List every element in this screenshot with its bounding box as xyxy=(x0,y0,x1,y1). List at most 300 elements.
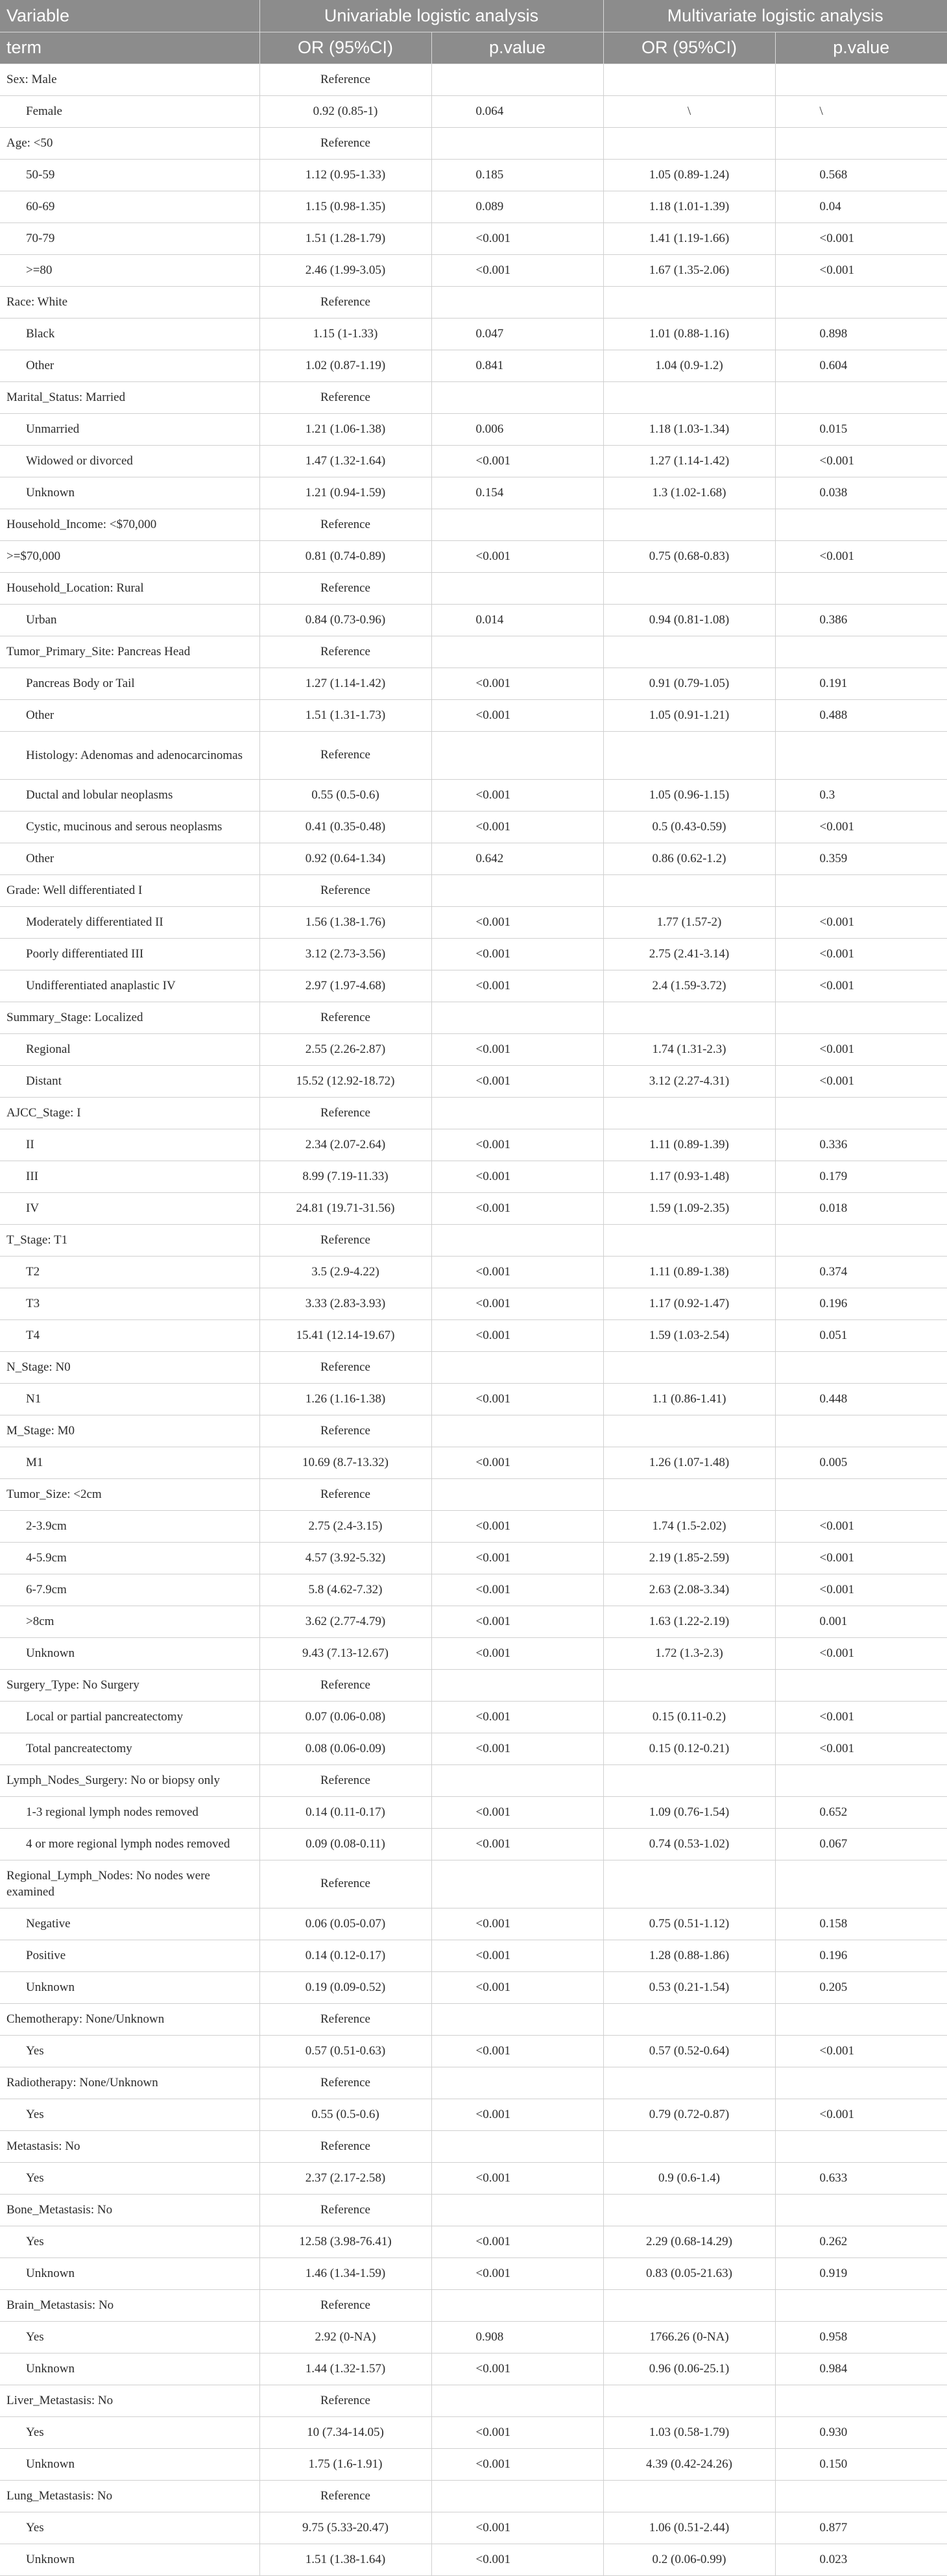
p-uni-cell: 0.014 xyxy=(431,604,603,636)
or-multi-cell xyxy=(603,731,775,779)
p-multi-cell xyxy=(775,874,947,906)
p-uni-cell: <0.001 xyxy=(431,1733,603,1764)
or-uni-cell: 10 (7.34-14.05) xyxy=(259,2416,431,2448)
table-row xyxy=(0,938,947,970)
table-row xyxy=(0,540,947,572)
or-uni-cell: 15.41 (12.14-19.67) xyxy=(259,1319,431,1351)
table-body xyxy=(0,64,947,2575)
or-multi-cell xyxy=(603,1097,775,1129)
or-uni-cell: 0.19 (0.09-0.52) xyxy=(259,1971,431,2003)
p-multi-cell xyxy=(775,381,947,413)
table-row xyxy=(0,1796,947,1828)
term-cell: Unknown xyxy=(0,477,259,509)
p-multi-cell: <0.001 xyxy=(775,2099,947,2130)
p-uni-cell: <0.001 xyxy=(431,1129,603,1161)
term-cell: Black xyxy=(0,318,259,350)
or-multi-cell: \ xyxy=(603,95,775,127)
table-row xyxy=(0,223,947,254)
p-multi-cell xyxy=(775,1860,947,1908)
p-multi-cell xyxy=(775,1097,947,1129)
term-cell: Yes xyxy=(0,2321,259,2353)
table-row xyxy=(0,2321,947,2353)
p-multi-cell: 0.604 xyxy=(775,350,947,381)
p-uni-cell xyxy=(431,1669,603,1701)
table-row xyxy=(0,604,947,636)
or-uni-cell: Reference xyxy=(259,1097,431,1129)
p-uni-cell xyxy=(431,1478,603,1510)
or-uni-cell: 0.41 (0.35-0.48) xyxy=(259,811,431,843)
or-multi-cell: 1.26 (1.07-1.48) xyxy=(603,1447,775,1478)
table-row xyxy=(0,731,947,779)
p-multi-cell: 0.051 xyxy=(775,1319,947,1351)
or-multi-cell: 0.74 (0.53-1.02) xyxy=(603,1828,775,1860)
p-multi-cell: <0.001 xyxy=(775,445,947,477)
term-cell: Yes xyxy=(0,2226,259,2257)
or-uni-cell: 0.14 (0.11-0.17) xyxy=(259,1796,431,1828)
table-row xyxy=(0,1637,947,1669)
p-multi-cell xyxy=(775,64,947,95)
p-uni-cell: 0.006 xyxy=(431,413,603,445)
or-uni-cell: Reference xyxy=(259,2480,431,2512)
p-uni-cell: <0.001 xyxy=(431,1065,603,1097)
or-uni-cell: 3.12 (2.73-3.56) xyxy=(259,938,431,970)
table-row xyxy=(0,2226,947,2257)
term-cell: Grade: Well differentiated I xyxy=(0,874,259,906)
or-uni-cell: 5.8 (4.62-7.32) xyxy=(259,1574,431,1606)
p-uni-cell: 0.047 xyxy=(431,318,603,350)
p-uni-cell xyxy=(431,874,603,906)
p-uni-cell: <0.001 xyxy=(431,2353,603,2385)
or-multi-cell: 0.79 (0.72-0.87) xyxy=(603,2099,775,2130)
or-multi-cell xyxy=(603,1860,775,1908)
table-row xyxy=(0,2035,947,2067)
table-row xyxy=(0,127,947,159)
or-uni-cell: 24.81 (19.71-31.56) xyxy=(259,1192,431,1224)
table-row xyxy=(0,2162,947,2194)
p-multi-cell xyxy=(775,1351,947,1383)
or-uni-cell: Reference xyxy=(259,572,431,604)
table-row xyxy=(0,318,947,350)
p-uni-cell: <0.001 xyxy=(431,1033,603,1065)
term-cell: AJCC_Stage: I xyxy=(0,1097,259,1129)
or-uni-cell: Reference xyxy=(259,731,431,779)
or-uni-cell: 2.46 (1.99-3.05) xyxy=(259,254,431,286)
or-multi-cell: 0.96 (0.06-25.1) xyxy=(603,2353,775,2385)
or-multi-cell xyxy=(603,286,775,318)
or-uni-cell: Reference xyxy=(259,1860,431,1908)
table-row xyxy=(0,159,947,191)
or-uni-cell: 2.34 (2.07-2.64) xyxy=(259,1129,431,1161)
term-cell: Moderately differentiated II xyxy=(0,906,259,938)
header-or-multi: OR (95%CI) xyxy=(603,32,775,64)
or-multi-cell: 3.12 (2.27-4.31) xyxy=(603,1065,775,1097)
table-row xyxy=(0,1478,947,1510)
or-multi-cell: 1.05 (0.96-1.15) xyxy=(603,779,775,811)
or-multi-cell xyxy=(603,2067,775,2099)
p-multi-cell: 0.150 xyxy=(775,2448,947,2480)
table-row xyxy=(0,1908,947,1940)
term-cell: Lung_Metastasis: No xyxy=(0,2480,259,2512)
p-uni-cell: <0.001 xyxy=(431,1288,603,1319)
table-row xyxy=(0,970,947,1002)
p-uni-cell: <0.001 xyxy=(431,1542,603,1574)
or-multi-cell: 1.05 (0.89-1.24) xyxy=(603,159,775,191)
term-cell: Negative xyxy=(0,1908,259,1940)
table-row xyxy=(0,1192,947,1224)
p-uni-cell: <0.001 xyxy=(431,938,603,970)
or-multi-cell: 1.01 (0.88-1.16) xyxy=(603,318,775,350)
or-multi-cell xyxy=(603,2130,775,2162)
term-cell: Unknown xyxy=(0,2544,259,2575)
p-multi-cell xyxy=(775,2289,947,2321)
p-uni-cell xyxy=(431,1351,603,1383)
p-multi-cell: 0.336 xyxy=(775,1129,947,1161)
or-multi-cell: 0.15 (0.12-0.21) xyxy=(603,1733,775,1764)
term-cell: >=$70,000 xyxy=(0,540,259,572)
or-uni-cell: Reference xyxy=(259,2067,431,2099)
term-cell: T4 xyxy=(0,1319,259,1351)
p-uni-cell: <0.001 xyxy=(431,254,603,286)
p-multi-cell: 0.191 xyxy=(775,668,947,699)
or-uni-cell: 0.55 (0.5-0.6) xyxy=(259,2099,431,2130)
term-cell: Pancreas Body or Tail xyxy=(0,668,259,699)
or-uni-cell: Reference xyxy=(259,636,431,668)
or-uni-cell: 10.69 (8.7-13.32) xyxy=(259,1447,431,1478)
term-cell: Other xyxy=(0,350,259,381)
p-uni-cell: <0.001 xyxy=(431,1161,603,1192)
or-multi-cell: 0.91 (0.79-1.05) xyxy=(603,668,775,699)
term-cell: 4 or more regional lymph nodes removed xyxy=(0,1828,259,1860)
table-row xyxy=(0,254,947,286)
p-uni-cell xyxy=(431,572,603,604)
or-uni-cell: 1.27 (1.14-1.42) xyxy=(259,668,431,699)
term-cell: Yes xyxy=(0,2162,259,2194)
p-uni-cell xyxy=(431,636,603,668)
term-cell: II xyxy=(0,1129,259,1161)
p-multi-cell: <0.001 xyxy=(775,970,947,1002)
term-cell: 1-3 regional lymph nodes removed xyxy=(0,1796,259,1828)
or-multi-cell xyxy=(603,572,775,604)
term-cell: N1 xyxy=(0,1383,259,1415)
term-cell: Other xyxy=(0,843,259,874)
header-row-groups xyxy=(0,0,947,32)
or-uni-cell: 2.37 (2.17-2.58) xyxy=(259,2162,431,2194)
or-multi-cell xyxy=(603,1478,775,1510)
term-cell: Unknown xyxy=(0,1637,259,1669)
table-row xyxy=(0,874,947,906)
or-multi-cell: 1.3 (1.02-1.68) xyxy=(603,477,775,509)
or-multi-cell: 0.75 (0.68-0.83) xyxy=(603,540,775,572)
or-uni-cell: 1.75 (1.6-1.91) xyxy=(259,2448,431,2480)
p-uni-cell: <0.001 xyxy=(431,2226,603,2257)
or-multi-cell xyxy=(603,2194,775,2226)
or-multi-cell: 2.29 (0.68-14.29) xyxy=(603,2226,775,2257)
p-multi-cell: <0.001 xyxy=(775,1701,947,1733)
term-cell: Age: <50 xyxy=(0,127,259,159)
table-row xyxy=(0,668,947,699)
term-cell: 60-69 xyxy=(0,191,259,223)
p-multi-cell: 0.196 xyxy=(775,1940,947,1971)
or-multi-cell: 1.05 (0.91-1.21) xyxy=(603,699,775,731)
header-p-uni: p.value xyxy=(431,32,603,64)
p-uni-cell: <0.001 xyxy=(431,1510,603,1542)
term-cell: M_Stage: M0 xyxy=(0,1415,259,1447)
p-uni-cell xyxy=(431,731,603,779)
table-row xyxy=(0,1065,947,1097)
p-multi-cell xyxy=(775,636,947,668)
or-uni-cell: Reference xyxy=(259,1478,431,1510)
or-uni-cell: 0.06 (0.05-0.07) xyxy=(259,1908,431,1940)
or-multi-cell: 2.4 (1.59-3.72) xyxy=(603,970,775,1002)
p-uni-cell xyxy=(431,509,603,540)
or-multi-cell: 2.19 (1.85-2.59) xyxy=(603,1542,775,1574)
table-row xyxy=(0,1764,947,1796)
or-uni-cell: Reference xyxy=(259,286,431,318)
or-uni-cell: 1.51 (1.28-1.79) xyxy=(259,223,431,254)
or-uni-cell: Reference xyxy=(259,1669,431,1701)
or-uni-cell: 3.62 (2.77-4.79) xyxy=(259,1606,431,1637)
table-row xyxy=(0,2099,947,2130)
p-multi-cell: 0.015 xyxy=(775,413,947,445)
p-uni-cell: <0.001 xyxy=(431,540,603,572)
or-multi-cell: 0.2 (0.06-0.99) xyxy=(603,2544,775,2575)
or-multi-cell xyxy=(603,636,775,668)
term-cell: Household_Income: <$70,000 xyxy=(0,509,259,540)
p-multi-cell xyxy=(775,1415,947,1447)
or-uni-cell: 1.46 (1.34-1.59) xyxy=(259,2257,431,2289)
term-cell: IV xyxy=(0,1192,259,1224)
or-multi-cell: 1.09 (0.76-1.54) xyxy=(603,1796,775,1828)
or-multi-cell: 1.18 (1.03-1.34) xyxy=(603,413,775,445)
or-multi-cell: 1.74 (1.31-2.3) xyxy=(603,1033,775,1065)
p-uni-cell: <0.001 xyxy=(431,445,603,477)
term-cell: T3 xyxy=(0,1288,259,1319)
or-uni-cell: 1.02 (0.87-1.19) xyxy=(259,350,431,381)
term-cell: Urban xyxy=(0,604,259,636)
term-cell: Unknown xyxy=(0,2353,259,2385)
term-cell: Undifferentiated anaplastic IV xyxy=(0,970,259,1002)
term-cell: Tumor_Size: <2cm xyxy=(0,1478,259,1510)
p-uni-cell: <0.001 xyxy=(431,223,603,254)
or-uni-cell: 3.5 (2.9-4.22) xyxy=(259,1256,431,1288)
or-multi-cell: 1.11 (0.89-1.38) xyxy=(603,1256,775,1288)
table-row xyxy=(0,2385,947,2416)
or-multi-cell xyxy=(603,1351,775,1383)
p-multi-cell: 0.488 xyxy=(775,699,947,731)
p-multi-cell: 0.179 xyxy=(775,1161,947,1192)
term-cell: Yes xyxy=(0,2099,259,2130)
p-uni-cell xyxy=(431,64,603,95)
table-row xyxy=(0,2257,947,2289)
p-uni-cell: <0.001 xyxy=(431,2448,603,2480)
or-multi-cell: 1766.26 (0-NA) xyxy=(603,2321,775,2353)
or-uni-cell: 0.84 (0.73-0.96) xyxy=(259,604,431,636)
table-row xyxy=(0,2289,947,2321)
p-multi-cell: 0.158 xyxy=(775,1908,947,1940)
p-multi-cell: 0.448 xyxy=(775,1383,947,1415)
p-uni-cell: <0.001 xyxy=(431,1940,603,1971)
or-uni-cell: 1.15 (0.98-1.35) xyxy=(259,191,431,223)
p-uni-cell: <0.001 xyxy=(431,1796,603,1828)
p-uni-cell xyxy=(431,127,603,159)
p-multi-cell xyxy=(775,2067,947,2099)
p-multi-cell: <0.001 xyxy=(775,254,947,286)
p-multi-cell: <0.001 xyxy=(775,938,947,970)
p-uni-cell: <0.001 xyxy=(431,2162,603,2194)
p-multi-cell: 0.023 xyxy=(775,2544,947,2575)
p-multi-cell: 0.3 xyxy=(775,779,947,811)
p-multi-cell: 0.919 xyxy=(775,2257,947,2289)
or-multi-cell: 1.18 (1.01-1.39) xyxy=(603,191,775,223)
term-cell: Unknown xyxy=(0,1971,259,2003)
or-uni-cell: 0.92 (0.64-1.34) xyxy=(259,843,431,874)
term-cell: III xyxy=(0,1161,259,1192)
p-uni-cell: <0.001 xyxy=(431,1447,603,1478)
p-multi-cell: 0.984 xyxy=(775,2353,947,2385)
table-row xyxy=(0,2003,947,2035)
p-multi-cell: 0.196 xyxy=(775,1288,947,1319)
or-multi-cell: 0.83 (0.05-21.63) xyxy=(603,2257,775,2289)
p-multi-cell: 0.568 xyxy=(775,159,947,191)
or-multi-cell: 2.63 (2.08-3.34) xyxy=(603,1574,775,1606)
table-row xyxy=(0,381,947,413)
p-uni-cell: <0.001 xyxy=(431,2544,603,2575)
or-uni-cell: 2.55 (2.26-2.87) xyxy=(259,1033,431,1065)
or-uni-cell: 1.44 (1.32-1.57) xyxy=(259,2353,431,2385)
p-multi-cell xyxy=(775,731,947,779)
or-multi-cell xyxy=(603,2480,775,2512)
p-uni-cell: <0.001 xyxy=(431,2257,603,2289)
or-multi-cell: 1.63 (1.22-2.19) xyxy=(603,1606,775,1637)
table-row xyxy=(0,1319,947,1351)
table-row xyxy=(0,572,947,604)
or-multi-cell xyxy=(603,1764,775,1796)
table-row xyxy=(0,1415,947,1447)
p-multi-cell: <0.001 xyxy=(775,1542,947,1574)
header-or-uni: OR (95%CI) xyxy=(259,32,431,64)
p-uni-cell: <0.001 xyxy=(431,2512,603,2544)
table-row xyxy=(0,636,947,668)
table-row xyxy=(0,1940,947,1971)
term-cell: 2-3.9cm xyxy=(0,1510,259,1542)
or-uni-cell: 8.99 (7.19-11.33) xyxy=(259,1161,431,1192)
or-multi-cell xyxy=(603,509,775,540)
table-row xyxy=(0,1256,947,1288)
term-cell: Regional xyxy=(0,1033,259,1065)
or-multi-cell: 1.72 (1.3-2.3) xyxy=(603,1637,775,1669)
p-uni-cell: <0.001 xyxy=(431,1637,603,1669)
header-univariable: Univariable logistic analysis xyxy=(259,0,603,32)
p-uni-cell: <0.001 xyxy=(431,1319,603,1351)
p-multi-cell: 0.04 xyxy=(775,191,947,223)
or-uni-cell: 1.56 (1.38-1.76) xyxy=(259,906,431,938)
p-uni-cell: <0.001 xyxy=(431,1701,603,1733)
or-multi-cell: 0.94 (0.81-1.08) xyxy=(603,604,775,636)
table-row xyxy=(0,811,947,843)
term-cell: Positive xyxy=(0,1940,259,1971)
p-uni-cell: <0.001 xyxy=(431,811,603,843)
or-uni-cell: 2.75 (2.4-3.15) xyxy=(259,1510,431,1542)
or-uni-cell: Reference xyxy=(259,381,431,413)
or-multi-cell: 1.06 (0.51-2.44) xyxy=(603,2512,775,2544)
p-uni-cell xyxy=(431,2194,603,2226)
table-row xyxy=(0,2067,947,2099)
table-row xyxy=(0,1033,947,1065)
p-multi-cell xyxy=(775,2003,947,2035)
p-multi-cell: 0.262 xyxy=(775,2226,947,2257)
or-uni-cell: 1.26 (1.16-1.38) xyxy=(259,1383,431,1415)
table-row xyxy=(0,1669,947,1701)
p-uni-cell xyxy=(431,1002,603,1033)
p-multi-cell: 0.652 xyxy=(775,1796,947,1828)
p-multi-cell: <0.001 xyxy=(775,2035,947,2067)
or-uni-cell: 2.97 (1.97-4.68) xyxy=(259,970,431,1002)
or-uni-cell: 0.07 (0.06-0.08) xyxy=(259,1701,431,1733)
p-multi-cell: <0.001 xyxy=(775,1065,947,1097)
p-multi-cell: <0.001 xyxy=(775,1637,947,1669)
or-multi-cell: 0.5 (0.43-0.59) xyxy=(603,811,775,843)
or-uni-cell: 0.81 (0.74-0.89) xyxy=(259,540,431,572)
p-uni-cell: 0.154 xyxy=(431,477,603,509)
term-cell: Summary_Stage: Localized xyxy=(0,1002,259,1033)
p-uni-cell: 0.089 xyxy=(431,191,603,223)
term-cell: Surgery_Type: No Surgery xyxy=(0,1669,259,1701)
p-uni-cell: <0.001 xyxy=(431,1606,603,1637)
or-uni-cell: 1.47 (1.32-1.64) xyxy=(259,445,431,477)
term-cell: Metastasis: No xyxy=(0,2130,259,2162)
table-row xyxy=(0,413,947,445)
term-cell: Tumor_Primary_Site: Pancreas Head xyxy=(0,636,259,668)
term-cell: Sex: Male xyxy=(0,64,259,95)
table-row xyxy=(0,2353,947,2385)
term-cell: Chemotherapy: None/Unknown xyxy=(0,2003,259,2035)
header-p-multi: p.value xyxy=(775,32,947,64)
p-multi-cell xyxy=(775,2130,947,2162)
or-uni-cell: Reference xyxy=(259,1351,431,1383)
term-cell: Yes xyxy=(0,2416,259,2448)
table-row xyxy=(0,286,947,318)
or-uni-cell: Reference xyxy=(259,509,431,540)
table-row xyxy=(0,779,947,811)
or-uni-cell: 1.51 (1.31-1.73) xyxy=(259,699,431,731)
p-uni-cell: <0.001 xyxy=(431,1256,603,1288)
p-multi-cell: \ xyxy=(775,95,947,127)
p-uni-cell: 0.064 xyxy=(431,95,603,127)
or-uni-cell: Reference xyxy=(259,874,431,906)
table-row xyxy=(0,1606,947,1637)
table-row xyxy=(0,1542,947,1574)
p-multi-cell: 0.877 xyxy=(775,2512,947,2544)
term-cell: Race: White xyxy=(0,286,259,318)
term-cell: Local or partial pancreatectomy xyxy=(0,1701,259,1733)
term-cell: M1 xyxy=(0,1447,259,1478)
or-multi-cell: 1.17 (0.92-1.47) xyxy=(603,1288,775,1319)
or-uni-cell: 0.92 (0.85-1) xyxy=(259,95,431,127)
term-cell: Histology: Adenomas and adenocarcinomas xyxy=(0,731,259,779)
or-multi-cell xyxy=(603,1002,775,1033)
term-cell: Ductal and lobular neoplasms xyxy=(0,779,259,811)
term-cell: Radiotherapy: None/Unknown xyxy=(0,2067,259,2099)
p-uni-cell xyxy=(431,1415,603,1447)
p-multi-cell xyxy=(775,509,947,540)
table-row xyxy=(0,699,947,731)
term-cell: Distant xyxy=(0,1065,259,1097)
p-multi-cell: 0.930 xyxy=(775,2416,947,2448)
or-uni-cell: 12.58 (3.98-76.41) xyxy=(259,2226,431,2257)
p-multi-cell: <0.001 xyxy=(775,811,947,843)
p-uni-cell: <0.001 xyxy=(431,1383,603,1415)
or-multi-cell xyxy=(603,381,775,413)
